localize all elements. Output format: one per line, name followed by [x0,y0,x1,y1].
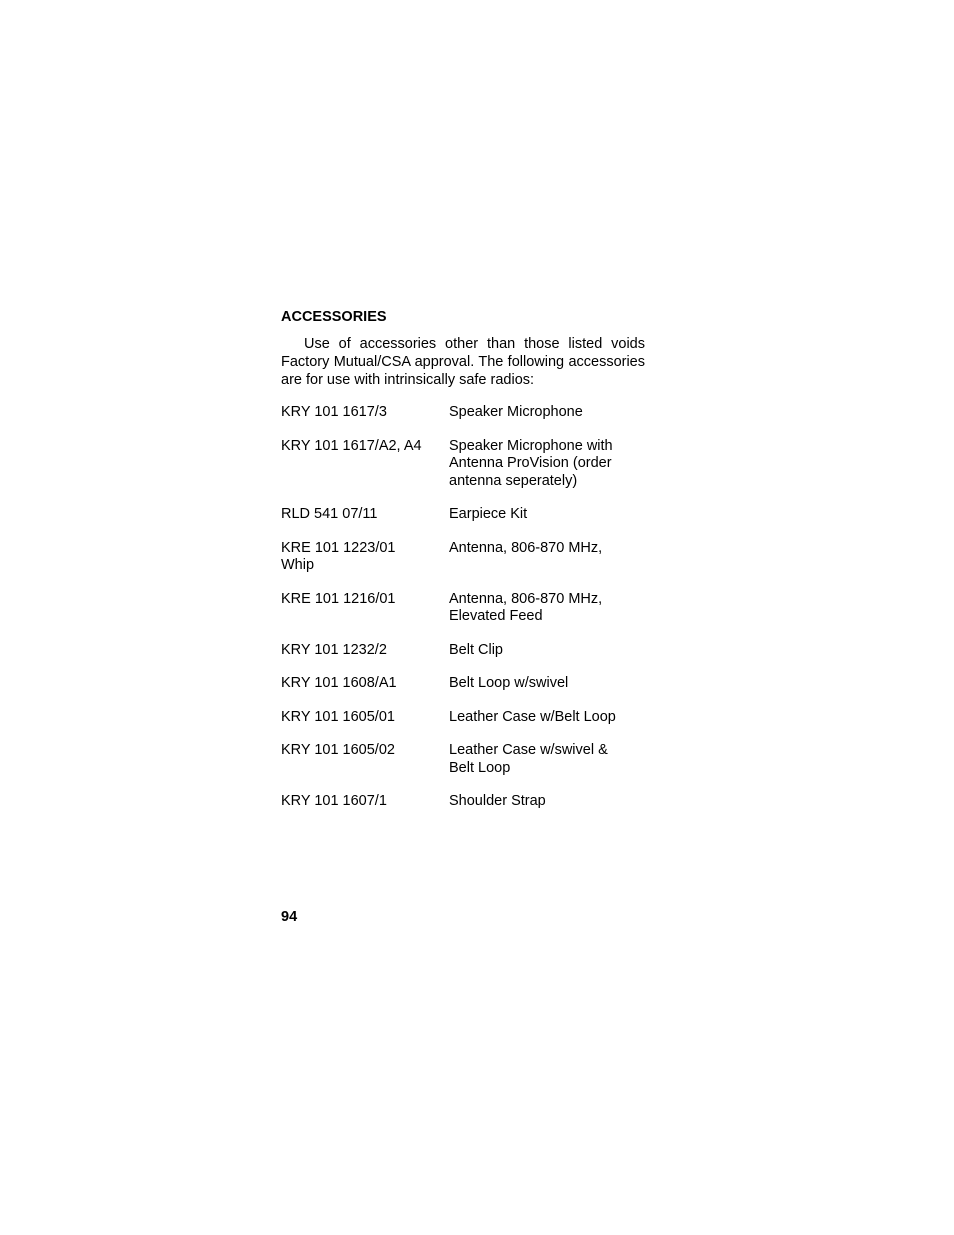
accessory-part-number: RLD 541 07/11 [281,506,378,522]
accessory-description: Speaker Microphone with Antenna ProVision (order antenna seperately) [449,437,613,489]
accessory-row [281,709,645,727]
page-content [281,308,645,827]
accessory-row [281,675,645,693]
accessory-row [281,591,645,626]
accessory-part-number: KRY 101 1232/2 [281,641,387,658]
accessory-description: Earpiece Kit [449,506,528,522]
page-number: 94 [281,909,298,925]
section-heading: ACCESSORIES [281,309,387,325]
accessory-row [281,742,645,777]
accessory-part-number: KRY 101 1617/A2, A4 [281,437,422,454]
accessory-part-number: KRY 101 1607/1 [281,793,387,809]
accessory-description: Antenna, 806-870 MHz, [449,539,603,556]
intro-paragraph: Use of accessories other than those listed voids Factory Mutual/CSA approval. The following accessories are for use with intrinsically safe radios: [281,336,645,388]
accessory-description: Leather Case w/swivel & Belt Loop [449,742,608,776]
accessory-description: Shoulder Strap [449,793,546,809]
accessory-row [281,506,645,524]
accessory-row [281,404,645,422]
accessory-part-number: KRY 101 1605/01 [281,708,395,725]
accessory-row [281,540,645,575]
accessory-part-number: KRY 101 1608/A1 [281,675,397,691]
accessory-part-number: KRY 101 1605/02 [281,742,395,758]
accessory-description: Speaker Microphone [449,404,583,420]
accessory-row [281,793,645,811]
accessory-row [281,642,645,660]
accessory-row [281,438,645,491]
accessory-part-number: KRY 101 1617/3 [281,404,387,420]
accessory-description: Belt Loop w/swivel [449,675,569,691]
accessory-part-number: KRE 101 1216/01 [281,590,396,607]
accessory-description: Belt Clip [449,641,503,658]
accessories-list [281,404,645,811]
accessory-description: Antenna, 806-870 MHz, Elevated Feed [449,590,603,624]
accessory-part-number: KRE 101 1223/01 Whip [281,539,396,573]
accessory-description: Leather Case w/Belt Loop [449,708,616,725]
